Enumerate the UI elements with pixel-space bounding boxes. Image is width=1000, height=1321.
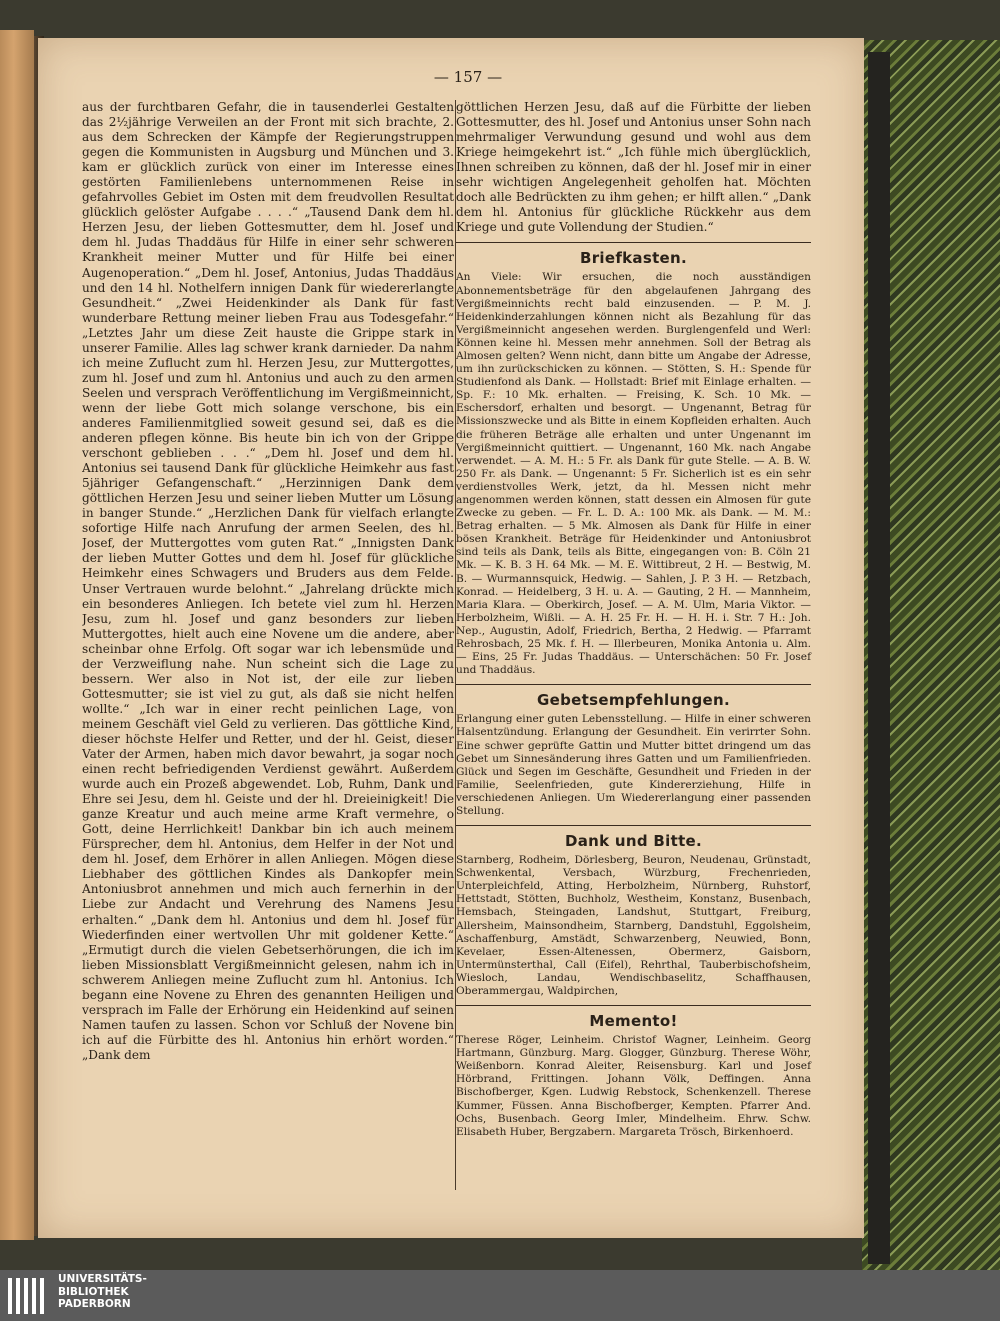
left-page-edge xyxy=(0,30,34,1240)
section-rule xyxy=(456,684,811,685)
library-name-line-3: PADERBORN xyxy=(58,1298,131,1310)
book-page xyxy=(38,38,864,1238)
left-column-text: aus der furchtbaren Gefahr, die in tausenderlei Gestalten das 2½jährige Verweilen an der Front mit sich brachte, 2. aus dem Schrecken der Kämpfe der Regierungstruppen gegen die Kommunisten in Augsburg und München und 3. kam er glücklich zurück von einer im Interesse eines gestörten Familienlebens unternommenen Reise in gefahrvolles Gebiet im Osten mit dem freudvollen Resultat glücklich gelöster Aufgabe . . . .“ „Tausend Dank dem hl. Herzen Jesu, der lieben Gottesmutter, dem hl. Josef und dem hl. Judas Thaddäus für Hilfe in einer sehr schweren Krankheit meiner Mutter und für Hilfe bei einer Augenoperation.“ „Dem hl. Josef, Antonius, Judas Thaddäus und den 14 hl. Nothelfern innigen Dank für wiedererlangte Gesundheit.“ „Zwei Heidenkinder als Dank für fast wunderbare Rettung meiner lieben Frau aus Todesgefahr.“ „Letztes Jahr um diese Zeit hauste die Grippe stark in unserer Familie. Alles lag schwer krank darnieder. Da nahm ich meine Zuflucht zum hl. Herzen Jesu, zur Muttergottes, zum hl. Josef und zum hl. Antonius und auch zu den armen Seelen und versprach Veröffentlichung im Vergißmeinnicht, wenn der liebe Gott mich solange verschone, bis ein anderes Familienmitglied soweit gesund sei, daß es die anderen pflegen könne. Bis heute bin ich von der Grippe verschont geblieben . . .“ „Dem hl. Josef und dem hl. Antonius sei tausend Dank für glückliche Heimkehr aus fast 5jähriger Gefangenschaft.“ „Herzinnigen Dank dem göttlichen Herzen Jesu und seiner lieben Mutter um Lösung in banger Stunde.“ „Herzlichen Dank für vielfach erlangte sofortige Hilfe nach Anrufung der armen Seelen, des hl. Josef, der Muttergottes vom guten Rat.“ „Innigsten Dank der lieben Mutter Gottes und dem hl. Josef für glückliche Heimkehr eines Schwagers und Bruders aus dem Felde. Unser Vertrauen wurde belohnt.“ „Jahrelang drückte mich ein besonderes Anliegen. Ich betete viel zum hl. Herzen Jesu, zum hl. Josef und ganz besonders zur lieben Muttergottes, hielt auch eine Novene um die andere, aber scheinbar ohne Erfolg. Oft sogar war ich lebensmüde und der Verzweiflung nahe. Nun scheint sich die Lage zu bessern. Wer also in Not ist, der eile zur lieben Gottesmutter; sie ist viel zu gut, als daß sie nicht helfen wollte.“ „Ich war in einer recht peinlichen Lage, von meinem Geschäft viel Geld zu verlieren. Das göttliche Kind, dieser höchste Helfer und Retter, und der hl. Geist, dieser Vater der Armen, haben mich davor bewahrt, ja sogar noch einen recht befriedigenden Verdienst gewährt. Außerdem wurde auch ein Prozeß abgewendet. Lob, Ruhm, Dank und Ehre sei Jesu, dem hl. Geiste und der hl. Dreieinigkeit! Die ganze Kreatur und auch meine arme Kraft vermehre, o Gott, deine Herrlichkeit! Dankbar bin ich auch meinem Fürsprecher, dem hl. Antonius, dem Helfer in der Not und dem hl. Josef, dem Erhörer in allen Anliegen. Mögen diese Liebhaber des göttlichen Kindes als Dankopfer mein Antoniusbrot annehmen und mich auch fernerhin in der Liebe zur Andacht und Verehrung des Namens Jesu erhalten.“ „Dank dem hl. Antonius und dem hl. Josef für Wiederfinden einer wertvollen Uhr mit goldener Kette.“ „Ermutigt durch die vielen Gebetserhörungen, die ich im lieben Missionsblatt Vergißmeinnicht gelesen, nahm ich in schwerem Anliegen meine Zuflucht zum hl. Antonius. Ich begann eine Novene zu Ehren des genannten Heiligen und versprach im Falle der Erhörung ein Heidenkind auf seinen Namen taufen zu lassen. Schon vor Schluß der Novene bin ich auf die Fürbitte des hl. Antonius hin erhört worden.“ „Dank dem xyxy=(82,100,454,1062)
section-text-memento: Therese Röger, Leinheim. Christof Wagner, Leinheim. Georg Hartmann, Günzburg. Marg. Glogger, Günzburg. Therese Wöhr, Weißenborn. Konrad Aleiter, Reisensburg. Karl und Josef Hörbrand, Frittingen. Johann Völk, Deffingen. Anna Bischofberger, Kgen. Ludwig Rebstock, Schenkenzell. Therese Kummer, Füssen. Anna Bischofberger, Kempten. Pfarrer And. Ochs, Busenbach. Georg Imler, Mindelheim. Ehrw. Schw. Elisabeth Huber, Bergzabern. Margareta Trösch, Birkenhoerd. xyxy=(456,1034,811,1138)
section-text-dank-und-bitte: Starnberg, Rodheim, Dörlesberg, Beuron, Neudenau, Grünstadt, Schwenkental, Versbach, Würzburg, Frechenrieden, Unterpleichfeld, Atting, Herbolzheim, Nürnberg, Ruhstorf, Hettstadt, Stötten, Buchholz, Westheim, Konstanz, Busenbach, Hemsbach, Steingaden, Landshut, Stuttgart, Freiburg, Allersheim, Mainsondheim, Starnberg, Dandstuhl, Eggolsheim, Aschaffenburg, Amstädt, Schwarzenberg, Neuwied, Bonn, Kevelaer, Essen-Altenessen, Obermerz, Gaisborn, Untermünsterthal, Call (Eifel), Rehrthal, Tauberbischofsheim, Wiesloch, Landau, Wendischbaselitz, Schaffhausen, Oberammergau, Waldpirchen, xyxy=(456,854,811,998)
page-number: — 157 — xyxy=(433,68,503,86)
library-name xyxy=(58,1273,147,1311)
section-text-gebetsempfehlungen: Erlangung einer guten Lebensstellung. — Hilfe in einer schweren Halsentzündung. Erlangung der Gesundheit. Ein verirrter Sohn. Eine schwer geprüfte Gattin und Mutter bittet dringend um das Gebet um Sinnesänderung ihres Gatten und um Familienfrieden. Glück und Segen im Geschäfte, Gesundheit und Frieden in der Familie, Seelenfrieden, gute Kindererziehung, Hilfe in verschiedenen Anliegen. Um Wiedererlangung einer passenden Stellung. xyxy=(456,713,811,817)
section-title-memento: Memento! xyxy=(589,1012,678,1031)
section-rule xyxy=(456,1005,811,1006)
library-footer-bar xyxy=(0,1270,1000,1321)
right-column xyxy=(456,100,811,1139)
cover-edge xyxy=(868,52,890,1264)
section-rule xyxy=(456,242,811,243)
library-name-line-2: BIBLIOTHEK xyxy=(58,1285,129,1298)
right-column-opening: göttlichen Herzen Jesu, daß auf die Fürbitte der lieben Gottesmutter, des hl. Josef und Antonius unser Sohn nach mehrmaliger Verwundung gesund und wohl aus dem Kriege heimgekehrt ist.“ „Ich fühle mich überglücklich, Ihnen schreiben zu können, daß der hl. Josef mir in einer sehr wichtigen Angelegenheit geholfen hat. Möchten doch alle Bedrückten zu ihm gehen; er hilft allen.“ „Dank dem hl. Antonius für glückliche Rückkehr aus dem Kriege und gute Vollendung der Studien.“ xyxy=(456,100,811,235)
section-title-briefkasten: Briefkasten. xyxy=(579,249,688,268)
section-title-gebetsempfehlungen: Gebetsempfehlungen. xyxy=(537,691,730,710)
section-rule xyxy=(456,825,811,826)
section-text-briefkasten: An Viele: Wir ersuchen, die noch ausständigen Abonnementsbeträge für den abgelaufenen Jahrgang des Vergißmeinnichts recht bald einzusenden. — P. M. J. Heidenkinderzahlungen können nicht als Bezahlung für das Vergißmeinnicht angesehen werden. Burglengenfeld und Werl: Können keine hl. Messen mehr annehmen. Soll der Betrag als Almosen gelten? Wenn nicht, dann bitte um Angabe der Adresse, um ihn zurückschicken zu können. — Stötten, S. H.: Spende für Studienfond als Dank. — Hollstadt: Brief mit Einlage erhalten. — Sp. F.: 10 Mk. erhalten. — Freising, K. Sch. 10 Mk. — Eschersdorf, erhalten und besorgt. — Ungenannt, Betrag für Missionszwecke und als Bitte in einem Kopfleiden erhalten. Auch die früheren Beträge alle erhalten und unter Ungenannt im Vergißmeinnicht quittiert. — Ungenannt, 160 Mk. nach Angabe verwendet. — A. M. H.: 5 Fr. als Dank für gute Stelle. — A. B. W. 250 Fr. als Dank. — Ungenannt: 5 Fr. Sicherlich ist es ein sehr verdienstvolles Werk, jetzt, da hl. Messen nicht mehr angenommen werden können, statt dessen ein Almosen für gute Zwecke zu geben. — Fr. L. D. A.: 100 Mk. als Dank. — M. M.: Betrag erhalten. — 5 Mk. Almosen als Dank für Hilfe in einer bösen Krankheit. Beträge für Heidenkinder und Antoniusbrot sind teils als Dank, teils als Bitte, eingegangen von: B. Cöln 21 Mk. — K. B. 3 H. 64 Mk. — M. E. Wittibreut, 2 H. — Bestwig, M. B. — Wurmannsquick, Hedwig. — Sahlen, J. P. 3 H. — Retzbach, Konrad. — Heidelberg, 3 H. u. A. — Gauting, 2 H. — Mannheim, Maria Klara. — Oberkirch, Josef. — A. M. Ulm, Maria Viktor. — Herbolzheim, Wißli. — A. H. 25 Fr. H. — H. H. i. Str. 7 H.: Joh. Nep., Augustin, Adolf, Friedrich, Bertha, 2 Hedwig. — Pfarramt Rehrosbach, 25 Mk. f. H. — Illerbeuren, Monika Antonia u. Alm. — Eins, 25 Fr. Judas Thaddäus. — Unterschächen: 50 Fr. Josef und Thaddäus. xyxy=(456,271,811,677)
section-title-dank-und-bitte: Dank und Bitte. xyxy=(564,832,703,851)
library-name-line-1: UNIVERSITÄTS- xyxy=(58,1273,147,1285)
library-logo-icon xyxy=(8,1278,48,1314)
